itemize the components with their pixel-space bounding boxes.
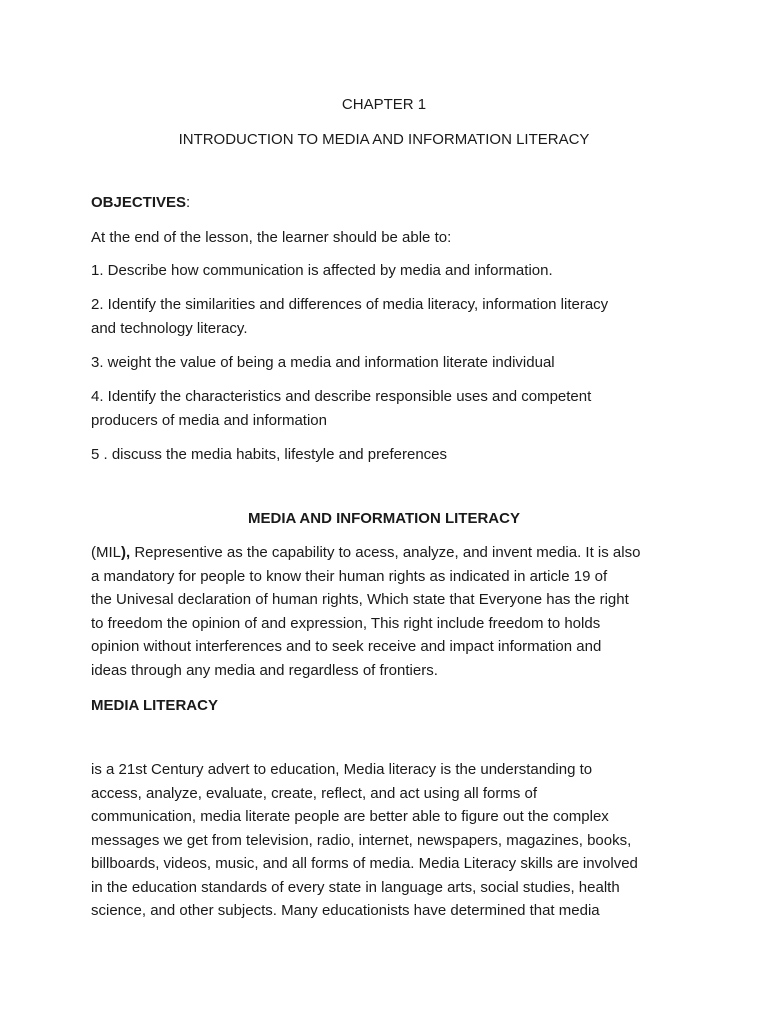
- mil-paragraph-text: Representive as the capability to acess, analyze, and invent media. It is also: [130, 544, 641, 561]
- objective-item-5: 5 . discuss the media habits, lifestyle and preferences: [91, 446, 448, 463]
- objectives-colon: :: [186, 194, 191, 211]
- ml-paragraph-line: messages we get from television, radio, internet, newspapers, magazines, books,: [91, 831, 632, 849]
- objective-item-3: 3. weight the value of being a media and information literate individual: [91, 354, 555, 371]
- mil-paragraph-line: opinion without interferences and to seek receive and impact information and: [91, 638, 602, 655]
- objective-item-1: 1. Describe how communication is affected by media and information.: [91, 262, 553, 279]
- mil-abbreviation-close: ),: [121, 544, 131, 561]
- mil-paragraph-line: to freedom the opinion of and expression, This right include freedom to holds: [91, 614, 601, 632]
- mil-paragraph: [91, 541, 691, 682]
- objective-item-4-cont: producers of media and information: [91, 412, 327, 429]
- objectives-heading: OBJECTIVES: [91, 194, 187, 211]
- media-literacy-heading: MEDIA LITERACY: [91, 697, 218, 714]
- ml-paragraph-line: billboards, videos, music, and all forms of media. Media Literacy skills are involved: [91, 855, 638, 872]
- chapter-number: CHAPTER 1: [341, 96, 427, 113]
- ml-paragraph-line: access, analyze, evaluate, create, reflect, and act using all forms of: [91, 784, 538, 802]
- objectives-intro: At the end of the lesson, the learner should be able to:: [91, 229, 452, 246]
- mil-paragraph-line: the Univesal declaration of human rights, Which state that Everyone has the right: [91, 591, 629, 608]
- ml-paragraph-line: communication, media literate people are better able to figure out the complex: [91, 808, 609, 825]
- mil-paragraph-line: ideas through any media and regardless of frontiers.: [91, 661, 438, 679]
- objective-item-2-cont: and technology literacy.: [91, 320, 248, 337]
- mil-abbreviation: (MIL: [91, 544, 121, 561]
- mil-paragraph-line: [91, 541, 691, 565]
- ml-paragraph-line: is a 21st Century advert to education, Media literacy is the understanding to: [91, 761, 593, 778]
- ml-paragraph-line: in the education standards of every state in language arts, social studies, health: [91, 878, 620, 896]
- media-literacy-paragraph: [91, 758, 691, 923]
- objectives-heading-line: [91, 191, 190, 215]
- chapter-title: INTRODUCTION TO MEDIA AND INFORMATION LITERACY: [178, 131, 590, 148]
- objective-item-2: 2. Identify the similarities and differences of media literacy, information literacy: [91, 296, 609, 313]
- ml-paragraph-line: science, and other subjects. Many educationists have determined that media: [91, 902, 600, 919]
- mil-heading: MEDIA AND INFORMATION LITERACY: [248, 510, 520, 527]
- objective-item-4: 4. Identify the characteristics and describe responsible uses and competent: [91, 388, 592, 405]
- mil-paragraph-line: a mandatory for people to know their human rights as indicated in article 19 of: [91, 567, 608, 585]
